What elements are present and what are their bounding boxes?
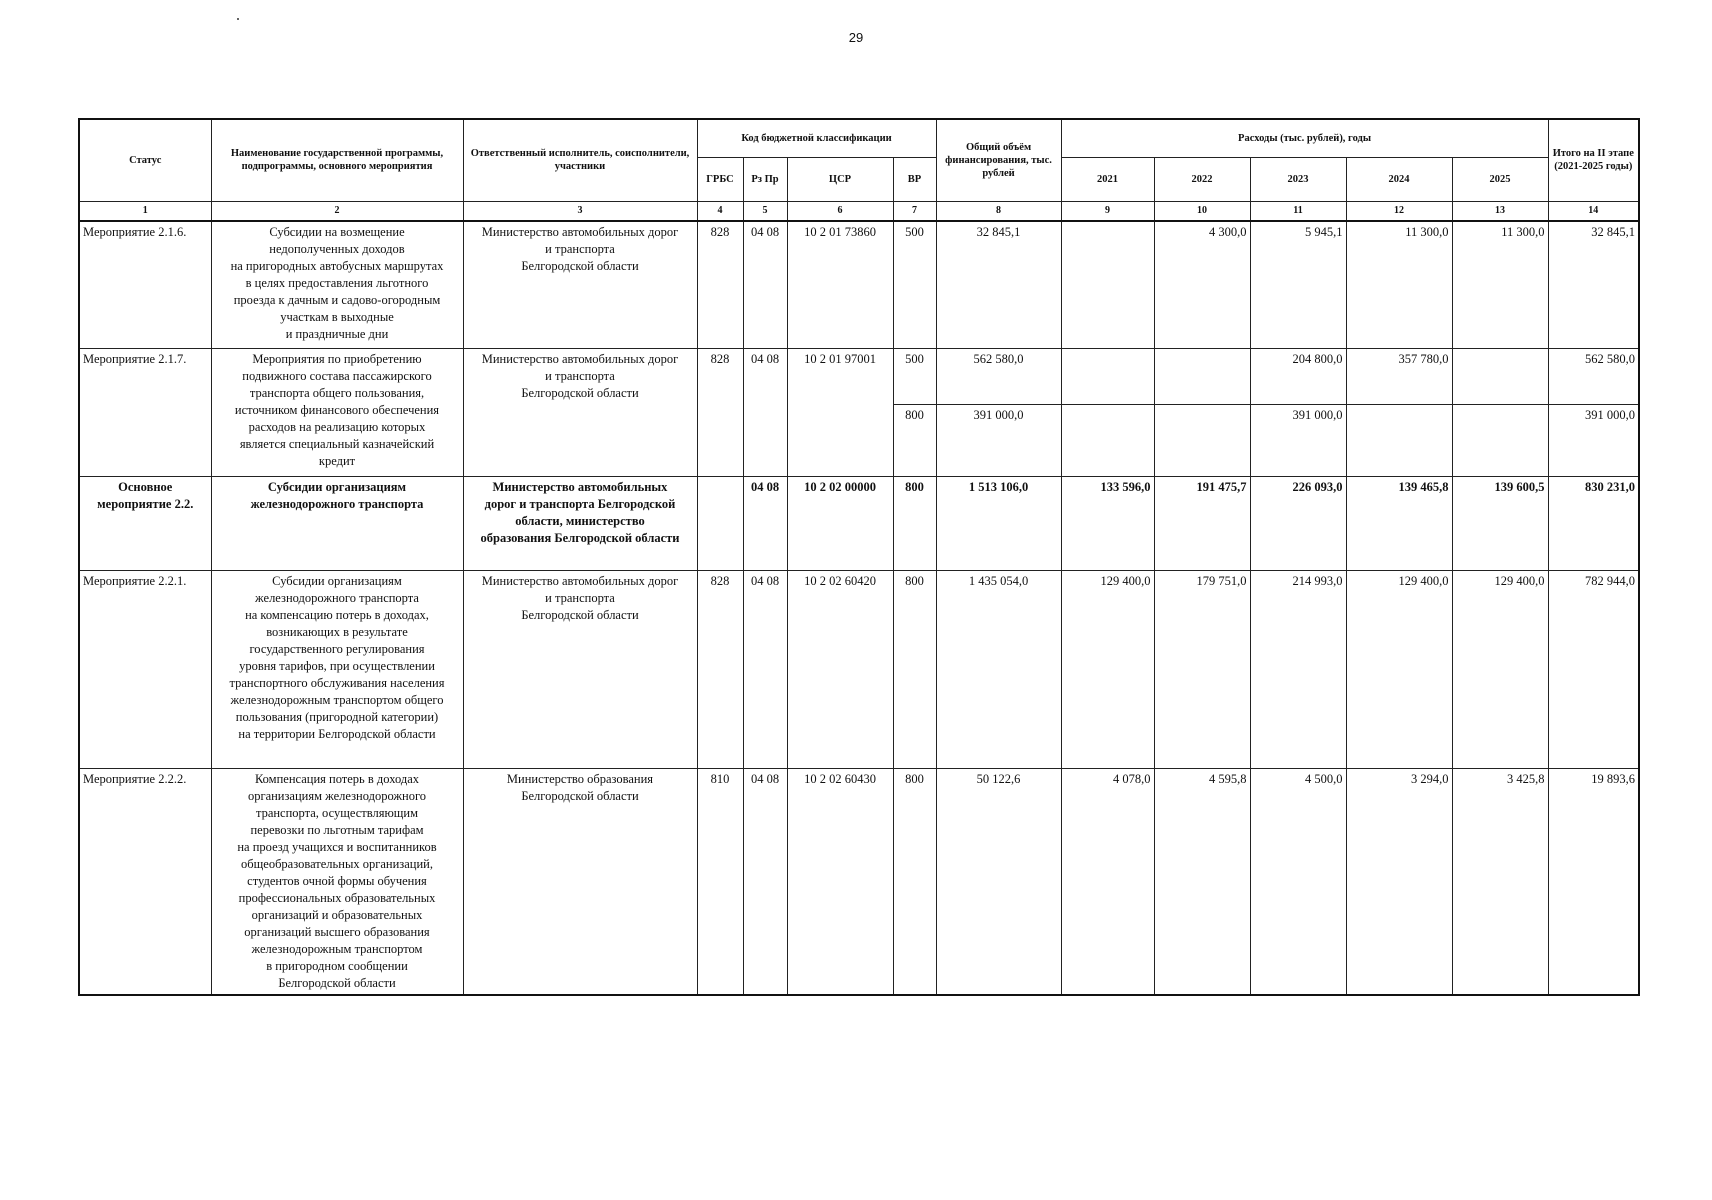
row-name: Субсидии на возмещение недополученных доходов на пригородных автобусных маршрутах в целях предоставления льготного проезда к дачным и садово-огородным участкам в выходные и праздничные дни xyxy=(211,221,463,349)
row-name: Субсидии организациям железнодорожного транспорта на компенсацию потерь в доходах, возникающих в результате государственного регулирования уровня тарифов, при осуществлении транспортного обслуживания населения железнодорожным транспортом общего пользования (пригородной категории) на территории Белгородской области xyxy=(211,571,463,769)
row-2023: 214 993,0 xyxy=(1250,571,1346,769)
row-grbs: 810 xyxy=(697,769,743,996)
row-rz-pr: 04 08 xyxy=(743,769,787,996)
row-2024: 139 465,8 xyxy=(1346,477,1452,571)
header-year-2021: 2021 xyxy=(1061,157,1154,201)
column-number: 8 xyxy=(936,201,1061,221)
row-status: Основное мероприятие 2.2. xyxy=(79,477,211,571)
row-executor: Министерство автомобильных дорог и транспорта Белгородской области xyxy=(463,221,697,349)
row-2021 xyxy=(1061,405,1154,477)
row-vr: 800 xyxy=(893,769,936,996)
header-status: Статус xyxy=(79,119,211,201)
row-rz-pr: 04 08 xyxy=(743,349,787,477)
row-total: 562 580,0 xyxy=(936,349,1061,405)
column-number: 1 xyxy=(79,201,211,221)
header-expenses: Расходы (тыс. рублей), годы xyxy=(1061,119,1548,157)
header-year-2025: 2025 xyxy=(1452,157,1548,201)
row-2023: 226 093,0 xyxy=(1250,477,1346,571)
row-vr: 800 xyxy=(893,405,936,477)
header-program-name: Наименование государственной программы, подпрограммы, основного мероприятия xyxy=(211,119,463,201)
table-row xyxy=(79,571,1639,769)
row-2023: 204 800,0 xyxy=(1250,349,1346,405)
row-2022: 179 751,0 xyxy=(1154,571,1250,769)
row-vr: 500 xyxy=(893,221,936,349)
row-total: 1 513 106,0 xyxy=(936,477,1061,571)
row-rz-pr: 04 08 xyxy=(743,571,787,769)
header-grbs: ГРБС xyxy=(697,157,743,201)
row-vr: 800 xyxy=(893,571,936,769)
table-row xyxy=(79,769,1639,996)
row-status: Мероприятие 2.1.6. xyxy=(79,221,211,349)
row-stage-total: 562 580,0 xyxy=(1548,349,1639,405)
row-2025: 139 600,5 xyxy=(1452,477,1548,571)
row-vr: 800 xyxy=(893,477,936,571)
page-number: 29 xyxy=(848,30,864,45)
row-status: Мероприятие 2.2.2. xyxy=(79,769,211,996)
column-number: 14 xyxy=(1548,201,1639,221)
column-number: 3 xyxy=(463,201,697,221)
row-executor: Министерство образования Белгородской области xyxy=(463,769,697,996)
row-csr: 10 2 01 73860 xyxy=(787,221,893,349)
row-2021: 129 400,0 xyxy=(1061,571,1154,769)
column-number: 12 xyxy=(1346,201,1452,221)
column-number: 11 xyxy=(1250,201,1346,221)
row-csr: 10 2 02 00000 xyxy=(787,477,893,571)
row-rz-pr: 04 08 xyxy=(743,221,787,349)
header-year-2022: 2022 xyxy=(1154,157,1250,201)
row-rz-pr: 04 08 xyxy=(743,477,787,571)
header-executor: Ответственный исполнитель, соисполнители, участники xyxy=(463,119,697,201)
row-2022: 191 475,7 xyxy=(1154,477,1250,571)
column-number-row xyxy=(79,201,1639,221)
row-2025: 3 425,8 xyxy=(1452,769,1548,996)
row-stage-total: 830 231,0 xyxy=(1548,477,1639,571)
column-number: 5 xyxy=(743,201,787,221)
row-name: Мероприятия по приобретению подвижного состава пассажирского транспорта общего пользования, источником финансового обеспечения расходов на реализацию которых является специальный казначейский кредит xyxy=(211,349,463,477)
row-2021: 133 596,0 xyxy=(1061,477,1154,571)
row-2024: 129 400,0 xyxy=(1346,571,1452,769)
column-number: 4 xyxy=(697,201,743,221)
column-number: 10 xyxy=(1154,201,1250,221)
row-2022 xyxy=(1154,349,1250,405)
row-stage-total: 391 000,0 xyxy=(1548,405,1639,477)
row-name: Компенсация потерь в доходах организациям железнодорожного транспорта, осуществляющим перевозки по льготным тарифам на проезд учащихся и воспитанников общеобразовательных организаций, студентов очной формы обучения профессиональных образовательных организаций и образовательных организаций высшего образования железнодорожным транспортом в пригородном сообщении Белгородской области xyxy=(211,769,463,996)
row-grbs: 828 xyxy=(697,349,743,477)
row-grbs: 828 xyxy=(697,221,743,349)
row-executor: Министерство автомобильных дорог и транспорта Белгородской области xyxy=(463,571,697,769)
header-vr: ВР xyxy=(893,157,936,201)
row-vr: 500 xyxy=(893,349,936,405)
row-total: 50 122,6 xyxy=(936,769,1061,996)
row-status: Мероприятие 2.2.1. xyxy=(79,571,211,769)
row-2021 xyxy=(1061,221,1154,349)
header-rz-pr: Рз Пр xyxy=(743,157,787,201)
header-total-volume: Общий объём финансирования, тыс. рублей xyxy=(936,119,1061,201)
row-total: 391 000,0 xyxy=(936,405,1061,477)
row-2024: 3 294,0 xyxy=(1346,769,1452,996)
row-executor: Министерство автомобильных дорог и транспорта Белгородской области, министерство образования Белгородской области xyxy=(463,477,697,571)
budget-table xyxy=(78,118,1640,996)
row-name: Субсидии организациям железнодорожного транспорта xyxy=(211,477,463,571)
header-year-2023: 2023 xyxy=(1250,157,1346,201)
row-stage-total: 782 944,0 xyxy=(1548,571,1639,769)
row-2023: 4 500,0 xyxy=(1250,769,1346,996)
table-row xyxy=(79,349,1639,405)
row-2021: 4 078,0 xyxy=(1061,769,1154,996)
header-budget-code: Код бюджетной классификации xyxy=(697,119,936,157)
row-2024: 357 780,0 xyxy=(1346,349,1452,405)
row-csr: 10 2 02 60430 xyxy=(787,769,893,996)
row-2022 xyxy=(1154,405,1250,477)
row-csr: 10 2 02 60420 xyxy=(787,571,893,769)
row-grbs xyxy=(697,477,743,571)
row-2022: 4 595,8 xyxy=(1154,769,1250,996)
row-executor: Министерство автомобильных дорог и транспорта Белгородской области xyxy=(463,349,697,477)
scan-speck xyxy=(237,18,239,20)
column-number: 9 xyxy=(1061,201,1154,221)
table-row xyxy=(79,477,1639,571)
row-stage-total: 19 893,6 xyxy=(1548,769,1639,996)
column-number: 2 xyxy=(211,201,463,221)
column-number: 7 xyxy=(893,201,936,221)
row-2024: 11 300,0 xyxy=(1346,221,1452,349)
row-2025 xyxy=(1452,405,1548,477)
row-2024 xyxy=(1346,405,1452,477)
row-status: Мероприятие 2.1.7. xyxy=(79,349,211,477)
header-csr: ЦСР xyxy=(787,157,893,201)
column-number: 13 xyxy=(1452,201,1548,221)
row-2023: 5 945,1 xyxy=(1250,221,1346,349)
row-grbs: 828 xyxy=(697,571,743,769)
row-stage-total: 32 845,1 xyxy=(1548,221,1639,349)
header-year-2024: 2024 xyxy=(1346,157,1452,201)
row-2025: 11 300,0 xyxy=(1452,221,1548,349)
row-2025: 129 400,0 xyxy=(1452,571,1548,769)
row-2025 xyxy=(1452,349,1548,405)
row-total: 1 435 054,0 xyxy=(936,571,1061,769)
table-row xyxy=(79,221,1639,349)
row-csr: 10 2 01 97001 xyxy=(787,349,893,477)
column-number: 6 xyxy=(787,201,893,221)
header-stage-total: Итого на II этапе (2021-2025 годы) xyxy=(1548,119,1639,201)
row-2023: 391 000,0 xyxy=(1250,405,1346,477)
row-2021 xyxy=(1061,349,1154,405)
row-total: 32 845,1 xyxy=(936,221,1061,349)
row-2022: 4 300,0 xyxy=(1154,221,1250,349)
